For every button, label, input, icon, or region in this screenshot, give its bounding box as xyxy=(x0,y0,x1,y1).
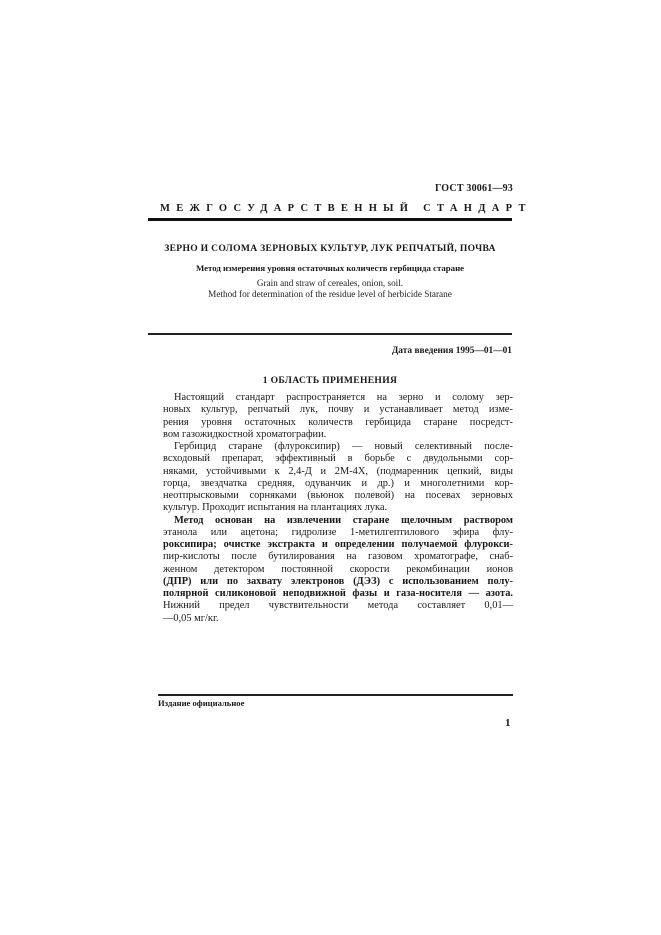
text-line: полярной силиконовой неподвижной фазы и газа-носителя — азота. xyxy=(163,588,513,599)
interstate-standard-label: МЕЖГОСУДАРСТВЕННЫЙ СТАНДАРТ xyxy=(160,203,532,214)
english-title-line-1: Grain and straw of cereales, onion, soil. xyxy=(256,278,404,288)
text-line: Метод основан на извлечении старане щелочным раствором xyxy=(174,514,513,526)
paragraph-method xyxy=(163,515,513,625)
header-divider xyxy=(148,218,512,221)
text-line: Гербицид старане (флуроксипир) — новый селективный после- xyxy=(174,441,513,452)
page-number: 1 xyxy=(505,717,511,729)
text-line: этанола или ацетона; гидролизе 1-метилгептилового эфира флу- xyxy=(163,526,513,538)
gost-number: ГОСТ 30061—93 xyxy=(434,183,513,194)
text-line: —0,05 мг/кг. xyxy=(163,612,219,624)
english-title xyxy=(148,278,512,300)
text-line: всходовый препарат, эффективный в борьбе с двудольными сор- xyxy=(163,453,513,465)
text-line: роксипира; очистке экстракта и определении получаемой флурокси- xyxy=(163,539,513,550)
title-divider xyxy=(148,333,512,335)
text-line: женном детектором постоянной скорости рекомбинации ионов xyxy=(163,563,513,575)
document-title: ЗЕРНО И СОЛОМА ЗЕРНОВЫХ КУЛЬТУР, ЛУК РЕПЧАТЫЙ, ПОЧВА xyxy=(164,243,496,254)
text-line: неотпрысковыми сорняками (вьюнок полевой) на посевах зерновых xyxy=(163,490,513,501)
text-line: горца, звездчатка средняя, одуванчик и др.) и многолетними кор- xyxy=(163,477,513,489)
document-subtitle: Метод измерения уровня остаточных количеств гербицида старане xyxy=(195,263,465,273)
text-line: (ДПР) или по захвату электронов (ДЭЗ) с использованием полу- xyxy=(163,575,513,587)
section-body xyxy=(163,392,513,625)
text-line: культур. Проходит испытания на плантациях лука. xyxy=(163,502,388,514)
introduction-date: Дата введения 1995—01—01 xyxy=(391,346,512,356)
english-title-line-2: Method for determination of the residue level of herbicide Starane xyxy=(208,289,452,299)
text-line: новых культур, репчатый лук, почву и устанавливает метод изме- xyxy=(163,404,513,416)
text-line: вом газожидкостной хроматографии. xyxy=(163,428,327,440)
text-line: няками, устойчивыми к 2,4-Д и 2М-4Х, (подмаренник цепкий, виды xyxy=(163,465,513,477)
text-line: рения уровня остаточных количеств гербицида старане посредст- xyxy=(163,416,513,428)
text-line: Настоящий стандарт распространяется на зерно и солому зер- xyxy=(174,392,513,403)
paragraph-herbicide xyxy=(163,441,513,515)
paragraph-scope xyxy=(163,392,513,441)
edition-label: Издание официальное xyxy=(158,698,245,708)
footer-divider xyxy=(158,694,513,696)
text-line: пир-кислоты после бутилирования на газовом хроматографе, снаб- xyxy=(163,551,513,563)
text-line: Нижний предел чувствительности метода составляет 0,01— xyxy=(163,600,513,612)
section-heading: 1 ОБЛАСТЬ ПРИМЕНЕНИЯ xyxy=(262,375,398,386)
